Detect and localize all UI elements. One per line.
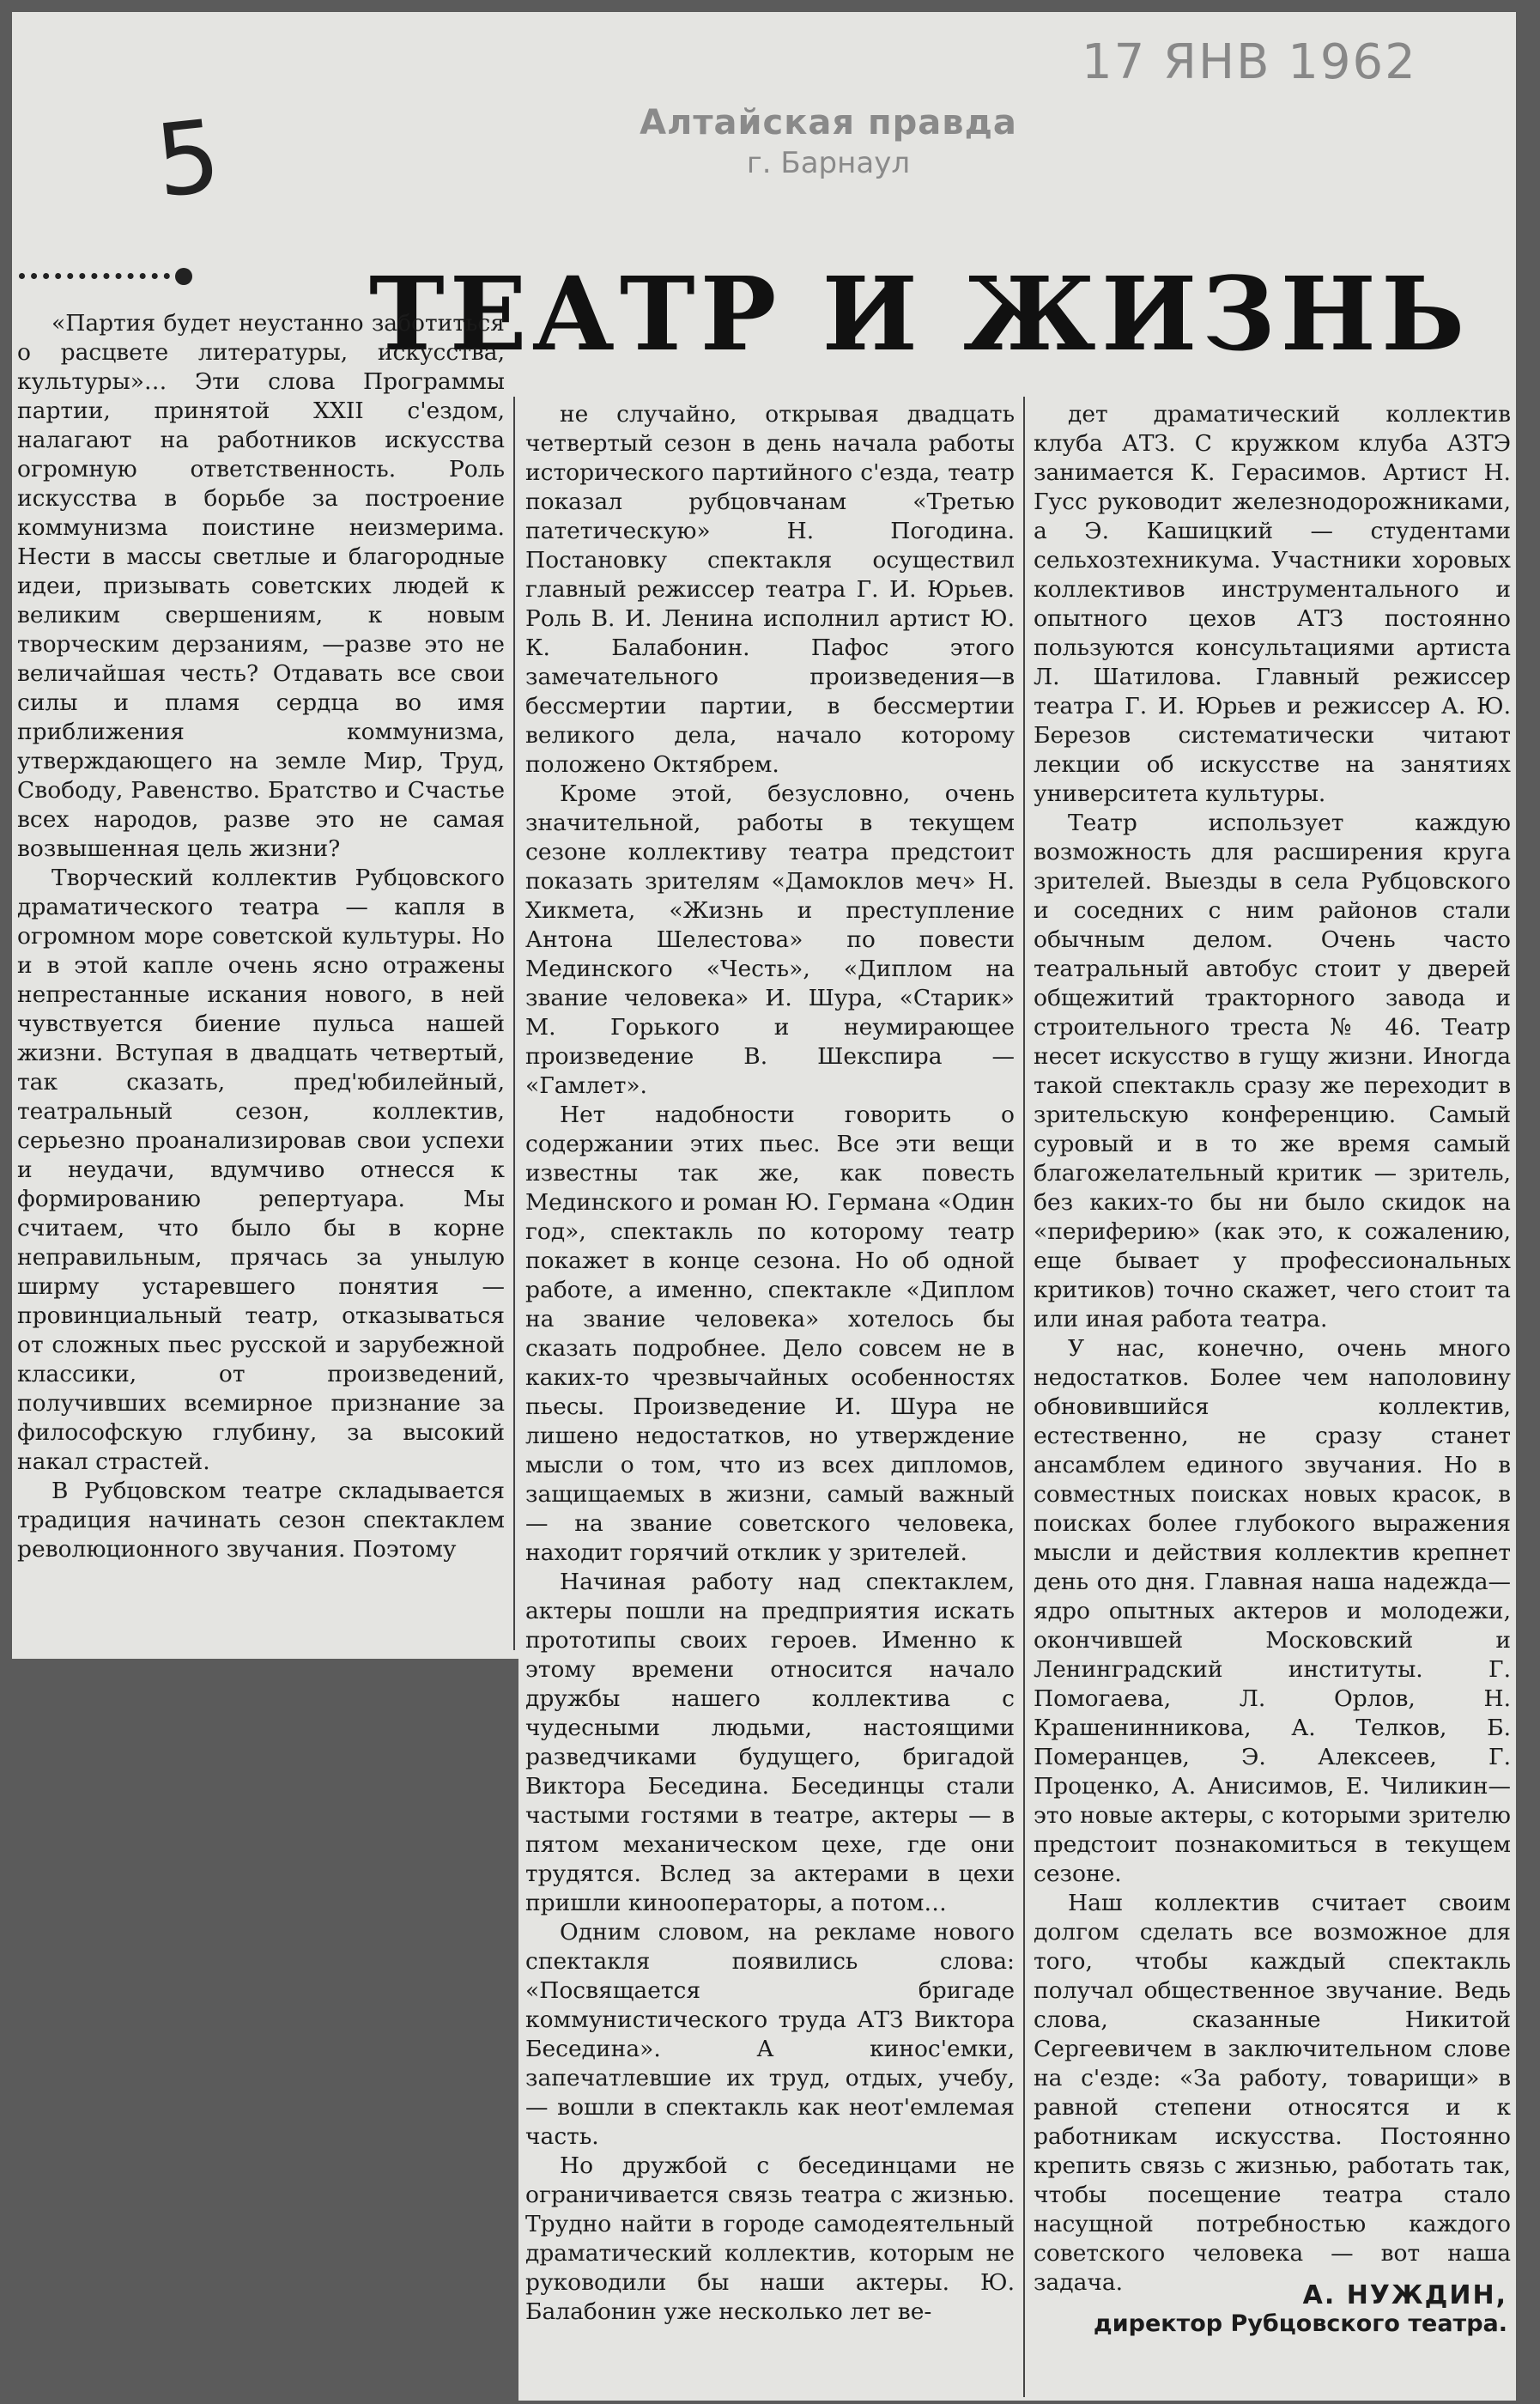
author-signature (1039, 2280, 1507, 2337)
article-title: ТЕАТР И ЖИЗНЬ (369, 254, 1470, 373)
paragraph: Наш коллектив считает своим долгом сделать все возможное для того, чтобы каждый спектакль получал общественное звучание. Ведь слова, сказанные Никитой Сергеевичем в заключительном слове на с'езде: «За работу, товарищи» в равной степени относятся и к работникам искусства. Постоянно крепить связь с жизнью, работать так, чтобы посещение театра стало насущной потребностью каждого советского человека — вот наша задача. (1034, 1890, 1511, 2296)
column-divider (513, 397, 515, 1650)
stamp-city: г. Барнаул (746, 146, 911, 180)
paragraph: У нас, конечно, очень много недостатков. Более чем наполовину обновившийся коллектив, естественно, не сразу станет ансамблем единого звучания. Но в совместных поисках новых красок, в поисках более глубокого выражения мысли и действия коллектив крепнет день ото дня. Главная наша надежда— ядро опытных актеров и молодежи, окончившей Московский и Ленинградский институты. Г. Помогаева, Л. Орлов, Н. Крашенинникова, А. Телков, Б. Померанцев, Э. Алексеев, Г. Проценко, А. Анисимов, Е. Чиликин—это новые актеры, с которыми зрителю предстоит познакомиться в текущем сезоне. (1034, 1335, 1511, 1887)
author-role: директор Рубцовского театра. (1093, 2310, 1507, 2337)
paragraph: не случайно, открывая двадцать четвертый сезон в день начала работы исторического партийного с'езда, театр показал рубцовчанам «Третью патетическую» Н. Погодина. Постановку спектакля осуществил главный режиссер театра Г. И. Юрьев. Роль В. И. Ленина исполнил артист Ю. К. Балабонин. Пафос этого замечательного произведения—в бессмертии партии, в бессмертии великого дела, начало которому положено Октябрем. (525, 401, 1015, 778)
author-name: А. НУЖДИН, (1302, 2280, 1507, 2310)
article-column-1 (17, 309, 505, 1648)
paragraph: Театр использует каждую возможность для расширения круга зрителей. Выезды в села Рубцовского и соседних с ним районов стали обычным делом. Очень часто театральный автобус стоит у дверей общежитий тракторного завода и строительного треста № 46. Театр несет искусство в гущу жизни. Иногда такой спектакль сразу же переходит в зрительскую конференцию. Самый суровый и в то же время самый благожелательный критик — зритель, без каких-то бы ни было скидок на «периферию» (как это, к сожалению, еще бывает у профессиональных критиков) точно скажет, чего стоит та или иная работа театра. (1034, 810, 1511, 1333)
column-divider (1023, 397, 1025, 2397)
article-column-2 (525, 400, 1015, 2401)
paragraph: Но дружбой с бесединцами не ограничивается связь театра с жизнью. Трудно найти в городе самодеятельный драматический коллектив, которым не руководили бы наши актеры. Ю. Балабонин уже несколько лет ве- (525, 2152, 1015, 2325)
paragraph: Нет надобности говорить о содержании этих пьес. Все эти вещи известны так же, как повесть Мединского и роман Ю. Германа «Один год», спектакль по которому театр покажет в конце сезона. Но об одной работе, а именно, спектакле «Диплом на звание человека» хотелось бы сказать подробнее. Дело совсем не в каких-то чрезвычайных особенностях пьесы. Произведение И. Шура не лишено недостатков, но утверждение мысли о том, что из всех дипломов, защищаемых в жизни, самый важный — на звание советского человека, находит горячий отклик у зрителей. (525, 1102, 1015, 1566)
dotted-rule (19, 273, 182, 279)
paragraph: Начиная работу над спектаклем, актеры пошли на предприятия искать прототипы своих героев. Именно к этому времени относится начало дружбы нашего коллектива с чудесными людьми, настоящими разведчиками будущего, бригадой Виктора Беседина. Бесединцы стали частыми гостями в театре, актеры — в пятом механическом цехе, где они трудятся. Вслед за актерами в цехи пришли кинооператоры, а потом… (525, 1569, 1015, 1916)
stamp-newspaper-name: Алтайская правда (640, 103, 1017, 143)
handwritten-number: 5 (150, 98, 226, 221)
paragraph: «Партия будет неустанно заботиться о расцвете литературы, искусства, культуры»… Эти слова Программы партии, принятой XXII с'ездом, налагают на работников искусства огромную ответственность. Роль искусства в борьбе за построение коммунизма поистине неизмерима. Нести в массы светлые и благородные идеи, призывать советских людей к великим свершениям, к новым творческим дерзаниям, —разве это не величайшая честь? Отдавать все свои силы и пламя сердца во имя приближения коммунизма, утверждающего на земле Мир, Труд, Свободу, Равенство. Братство и Счастье всех народов, разве это не самая возвышенная цель жизни? (17, 310, 505, 862)
date-stamp: 17 ЯНВ 1962 (1082, 34, 1417, 90)
paragraph: Одним словом, на рекламе нового спектакля появились слова: «Посвящается бригаде коммунистического труда АТЗ Виктора Беседина». А киноc'емки, запечатлевшие их труд, отдых, учебу, — вошли в спектакль как неот'емлемая часть. (525, 1919, 1015, 2150)
newspaper-stamp (627, 103, 1030, 180)
paragraph: Творческий коллектив Рубцовского драматического театра — капля в огромном море советской культуры. Но и в этой капле очень ясно отражены непрестанные искания нового, в ней чувствуется биение пульса нашей жизни. Вступая в двадцать четвертый, так сказать, пред'юбилейный, театральный сезон, коллектив, серьезно проанализировав свои успехи и неудачи, вдумчиво отнесся к формированию репертуара. Мы считаем, что было бы в корне неправильным, прячась за унылую ширму устаревшего понятия — провинциальный театр, отказываться от сложных пьес русской и зарубежной классики, от произведений, получивших всемирное признание за философскую глубину, за высокий накал страстей. (17, 865, 505, 1475)
paragraph: В Рубцовском театре складывается традиция начинать сезон спектаклем революционного звучания. Поэтому (17, 1478, 505, 1563)
paragraph: дет драматический коллектив клуба АТЗ. С кружком клуба АЗТЭ занимается К. Герасимов. Артист Н. Гусс руководит железнодорожниками, а Э. Кашицкий — студентами сельхозтехникума. Участники хоровых коллективов инструментального и опытного цехов АТЗ постоянно пользуются консультациями артиста Л. Шатилова. Главный режиссер театра Г. И. Юрьев и режиссер А. Ю. Березов систематически читают лекции об искусстве на занятиях университета культуры. (1034, 401, 1511, 807)
paragraph: Кроме этой, безусловно, очень значительной, работы в текущем сезоне коллективу театра предстоит показать зрителям «Дамоклов меч» Н. Хикмета, «Жизнь и преступление Антона Шелестова» по повести Мединского «Честь», «Диплом на звание человека» И. Шура, «Старик» М. Горького и неумирающее произведение В. Шекспира — «Гамлет». (525, 780, 1015, 1099)
